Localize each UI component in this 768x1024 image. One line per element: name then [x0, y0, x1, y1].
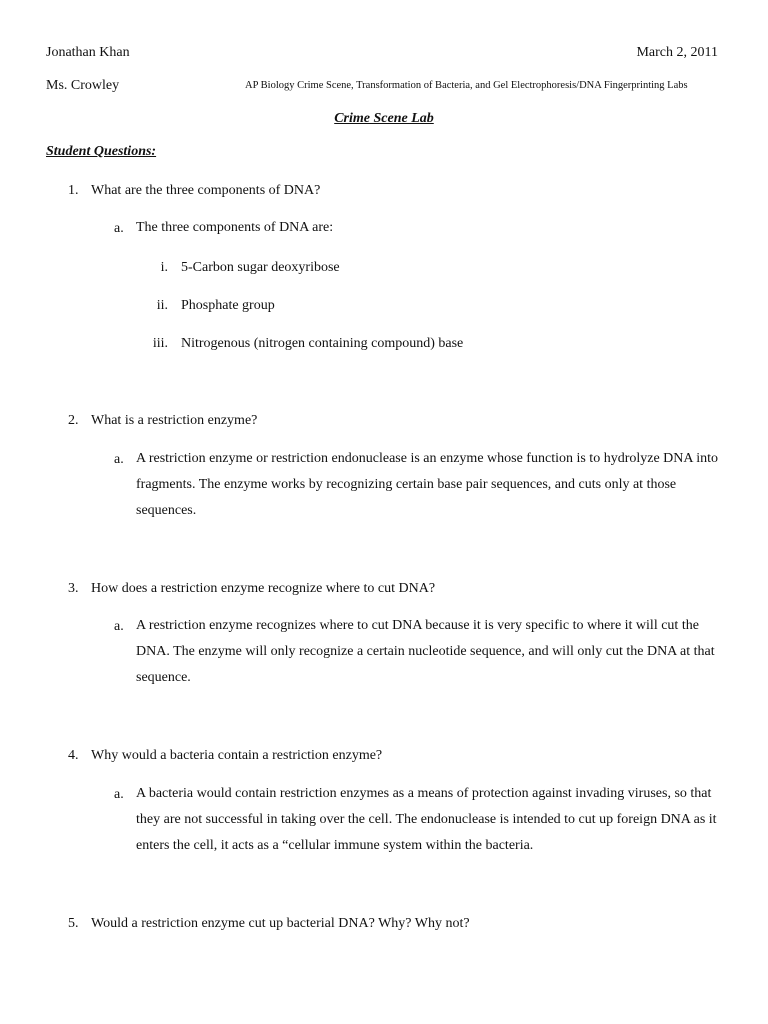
question-text: How does a restriction enzyme recognize where to cut DNA?	[91, 581, 436, 596]
question-number: 3.	[68, 581, 79, 596]
answer-letter: a.	[114, 452, 124, 467]
answer-letter: a.	[114, 619, 124, 634]
question-text: Why would a bacteria contain a restriction enzyme?	[91, 748, 383, 763]
question-number: 2.	[68, 413, 79, 428]
question-number: 4.	[68, 748, 79, 763]
document-date: March 2, 2011	[636, 45, 718, 60]
answer-letter: a.	[114, 787, 124, 802]
section-heading: Student Questions:	[46, 144, 157, 159]
subitem-numeral: iii.	[152, 336, 168, 351]
subitem-numeral: i.	[160, 260, 168, 275]
answer-text: The three components of DNA are:	[136, 220, 334, 235]
answer-text: A bacteria would contain restriction enzymes as a means of protection against invading viruses, so that they are not successful in taking over the cell. The endonuclease is intended to cut up foreign DNA as it enters the cell, it acts as a “cellular immune system within the bacteria.	[136, 786, 717, 853]
answer-text: A restriction enzyme recognizes where to cut DNA because it is very specific to where it will cut the DNA. The enzyme will only recognize a certain nucleotide sequence, and will only cut the DNA at that sequence.	[136, 618, 715, 685]
page-title: Crime Scene Lab	[334, 111, 434, 126]
course-title: AP Biology Crime Scene, Transformation of Bacteria, and Gel Electrophoresis/DNA Fingerprinting Labs	[245, 80, 688, 91]
teacher-name: Ms. Crowley	[46, 78, 120, 93]
subitem-text: 5-Carbon sugar deoxyribose	[181, 260, 340, 275]
question-text: Would a restriction enzyme cut up bacterial DNA? Why? Why not?	[91, 916, 470, 931]
question-text: What are the three components of DNA?	[91, 183, 321, 198]
student-name: Jonathan Khan	[46, 45, 130, 60]
question-number: 5.	[68, 916, 79, 931]
answer-letter: a.	[114, 221, 124, 236]
question-text: What is a restriction enzyme?	[91, 413, 258, 428]
question-number: 1.	[68, 183, 79, 198]
subitem-text: Nitrogenous (nitrogen containing compound) base	[181, 336, 464, 351]
subitem-numeral: ii.	[156, 298, 168, 313]
answer-text: A restriction enzyme or restriction endonuclease is an enzyme whose function is to hydrolyze DNA into fragments. The enzyme works by recognizing certain base pair sequences, and cuts only at those sequences.	[136, 451, 719, 518]
subitem-text: Phosphate group	[181, 298, 275, 313]
